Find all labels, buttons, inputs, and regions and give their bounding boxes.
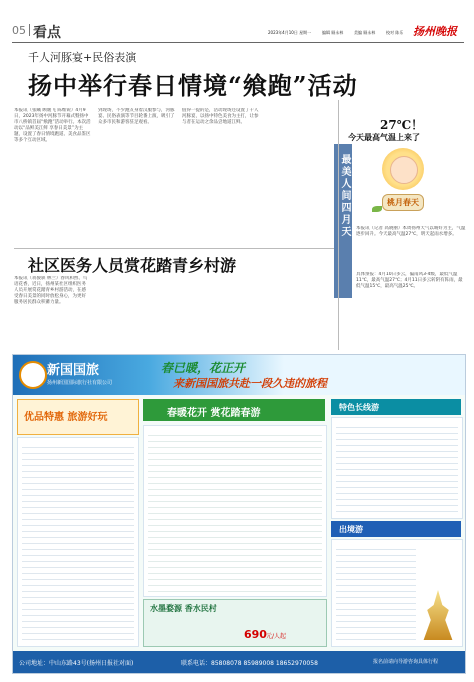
- header-rule: [12, 42, 464, 43]
- badge-label: 桃月春天: [382, 194, 424, 211]
- leaf-icon: [372, 206, 382, 212]
- weather-block: [340, 100, 470, 350]
- agency-subtitle: 扬州新国国际旅行社有限公司: [47, 380, 113, 386]
- article2-col2: [96, 276, 172, 348]
- footer-phone: 联系电话：85808078 85989008 18652970058: [181, 660, 318, 667]
- left-listing: [17, 437, 139, 647]
- right-listing-bottom: [331, 539, 463, 647]
- article1-col1: 本报讯（张曦 顾媛飞 陈维锐）4月9日，2023年扬中河豚节开幕式暨扬中市八桥镇首届“飨跑”活动举行。本次活动以“品鲜美江鲜 享春日美景”为主题，设置了春日情境跑道、美食品鉴区等多个互动区域。: [14, 108, 91, 143]
- weather-illustration: [370, 146, 440, 222]
- middle-listing: [143, 425, 327, 597]
- agency-name: 新国国旅: [47, 363, 100, 378]
- promo-banner: [17, 399, 139, 435]
- article1-col3: 值得一提的是，活动现场还设置了千人河豚宴，以扬中特色美食为主打，让参与者在运动之余品尝地道江鲜。: [182, 108, 259, 125]
- article1-col2: 到现场，不少跑友身着汉服参与，河豚宴、民俗表演等节目轮番上演，吸引了众多市民和游客驻足观看。: [98, 108, 175, 125]
- footer-note: 报名前请向导游咨询具体行程: [373, 659, 439, 665]
- designer-credit: 美编 顾永林: [354, 30, 376, 35]
- promo-title: 优品特惠 旅游好玩: [24, 412, 108, 423]
- ad-slogan2: 来新国国旅共赴一段久违的旅程: [173, 377, 327, 390]
- water-price-unit: 元/人起: [266, 633, 287, 640]
- weather-side-bar: [334, 144, 352, 298]
- ad-header: [13, 355, 465, 395]
- newspaper-logo: 扬州晚报: [413, 25, 457, 38]
- footer-address: 公司地址：中山东路43号(扬州日报社对面): [19, 660, 134, 667]
- outbound-banner: [331, 521, 461, 537]
- right-bottom-fill: [336, 544, 416, 642]
- water-price: 690: [244, 628, 267, 641]
- article2-headline: 社区医务人员赏花踏青乡村游: [28, 256, 237, 275]
- agency-logo-icon: [19, 361, 47, 389]
- special-banner: [331, 399, 461, 415]
- article2-col3: [178, 276, 254, 348]
- weather-body: 本报讯（记者 高晓丽）本周扬州天气以晴好为主，气温逐步回升。今天最高气温27℃，明天起雨水增多。: [356, 226, 466, 237]
- right-listing-top: [331, 417, 463, 519]
- right-top-fill: [336, 422, 458, 514]
- water-title: 水墨婺源 香水民村: [150, 604, 217, 613]
- section-title: 看点: [33, 25, 61, 41]
- green-banner-title: 春暖花开 赏花踏春游: [167, 408, 261, 419]
- weather-headline: 今天最高气温上来了: [348, 133, 420, 142]
- page-number: 05: [12, 24, 26, 37]
- article1-kicker: 千人河豚宴+民俗表演: [28, 51, 137, 64]
- page-header: [12, 20, 464, 42]
- proof-credit: 校对 陈乐: [386, 30, 404, 35]
- article2-col4: [260, 276, 334, 348]
- article2-col1: 本报讯（蒋骏骐 林兰）春风和煦、鸟语花香，近日，扬州某社区组织医务人员开展赏花踏青乡村游活动，在感受春日美景的同时放松身心，为更好服务居民群众积蓄力量。: [14, 276, 88, 305]
- article1-headline: 扬中举行春日情境“飨跑”活动: [28, 71, 358, 100]
- ad-footer: [13, 651, 465, 673]
- editor-credit: 编辑 顾永林: [322, 30, 344, 35]
- middle-list-fill: [148, 430, 322, 592]
- ad-slogan1: 春已暖，花正开: [161, 361, 246, 375]
- weather-side-title: 最美人间四月天: [339, 154, 350, 238]
- article2-top-rule: [14, 248, 334, 249]
- green-banner: [143, 399, 325, 421]
- pagoda-image: [420, 590, 456, 640]
- section-divider: [29, 24, 30, 36]
- weather-temp: 27℃！: [380, 118, 424, 132]
- article1-col4: [266, 108, 334, 246]
- travel-ad: [12, 354, 466, 674]
- special-title: 特色长线游: [339, 403, 379, 412]
- water-banner: [143, 599, 327, 647]
- child-face-icon: [390, 156, 418, 184]
- outbound-title: 出境游: [339, 525, 363, 534]
- weather-divider: [338, 100, 339, 350]
- date-line: 2023年4月10日 星期一: [268, 30, 312, 35]
- weather-forecast: 具体预报：4月10日多云，偏南风3-4级，最低气温11℃，最高气温27℃；4月11日多云转阴有阵雨，最低气温15℃，最高气温25℃。: [356, 272, 463, 289]
- left-list-fill: [22, 442, 134, 642]
